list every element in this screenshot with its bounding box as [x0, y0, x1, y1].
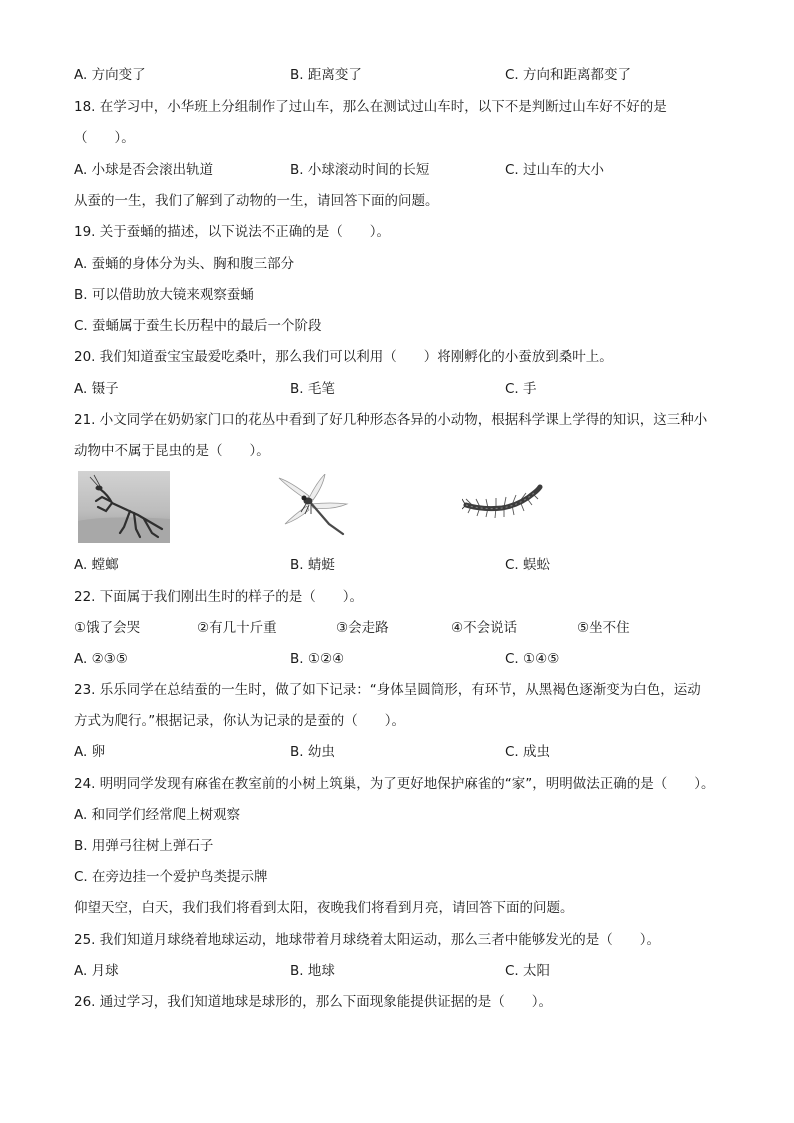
q21-option-b: B. 蜻蜓: [290, 557, 335, 573]
q22-option-b: B. ①②④: [290, 651, 345, 667]
q22-option-c: C. ①④⑤: [505, 651, 560, 667]
q18-option-c: C. 过山车的大小: [505, 162, 605, 178]
q20-option-b: B. 毛笔: [290, 381, 335, 397]
q24-option-b: B. 用弹弓往树上弹石子: [74, 838, 214, 854]
q18-stem-line2: （ ）。: [74, 130, 135, 146]
q25-option-b: B. 地球: [290, 963, 335, 979]
q24-option-c: C. 在旁边挂一个爱护鸟类提示牌: [74, 869, 268, 885]
q26-stem: 26. 通过学习，我们知道地球是球形的，那么下面现象能提供证据的是（ ）。: [74, 994, 553, 1010]
q22-item-1: ①饿了会哭: [74, 620, 141, 636]
dragonfly-photo: [277, 474, 349, 536]
centipede-photo: [462, 483, 544, 533]
q24-stem: 24. 明明同学发现有麻雀在教室前的小树上筑巢，为了更好地保护麻雀的“家”，明明做法正确的是（ ）。: [74, 776, 715, 792]
q20-option-a: A. 镊子: [74, 381, 119, 397]
section-sky-intro: 仰望天空，白天，我们我们将看到太阳，夜晚我们将看到月亮，请回答下面的问题。: [74, 900, 574, 916]
q22-item-5: ⑤坐不住: [577, 620, 630, 636]
q23-option-b: B. 幼虫: [290, 744, 335, 760]
q21-stem-line2: 动物中不属于昆虫的是（ ）。: [74, 443, 270, 459]
q25-stem: 25. 我们知道月球绕着地球运动，地球带着月球绕着太阳运动，那么三者中能够发光的是（ ）。: [74, 932, 661, 948]
q24-option-a: A. 和同学们经常爬上树观察: [74, 807, 241, 823]
q25-option-c: C. 太阳: [505, 963, 551, 979]
q23-option-c: C. 成虫: [505, 744, 551, 760]
q18-option-a: A. 小球是否会滚出轨道: [74, 162, 214, 178]
q19-option-a: A. 蚕蛹的身体分为头、胸和腹三部分: [74, 256, 295, 272]
q17-option-b: B. 距离变了: [290, 67, 362, 83]
q19-option-c: C. 蚕蛹属于蚕生长历程中的最后一个阶段: [74, 318, 322, 334]
q19-option-b: B. 可以借助放大镜来观察蚕蛹: [74, 287, 254, 303]
q17-option-a: A. 方向变了: [74, 67, 146, 83]
q18-option-b: B. 小球滚动时间的长短: [290, 162, 430, 178]
q17-option-c: C. 方向和距离都变了: [505, 67, 632, 83]
q23-option-a: A. 卵: [74, 744, 106, 760]
q21-stem-line1: 21. 小文同学在奶奶家门口的花丛中看到了好几种形态各异的小动物，根据科学课上学得的知识，这三种小: [74, 412, 708, 428]
q22-stem: 22. 下面属于我们刚出生时的样子的是（ ）。: [74, 589, 364, 605]
q22-item-3: ③会走路: [336, 620, 389, 636]
q20-stem: 20. 我们知道蚕宝宝最爱吃桑叶，那么我们可以利用（ ）将刚孵化的小蚕放到桑叶上。: [74, 349, 613, 365]
q22-option-a: A. ②③⑤: [74, 651, 128, 667]
section-silkworm-intro: 从蚕的一生，我们了解到了动物的一生，请回答下面的问题。: [74, 193, 439, 209]
q23-stem-line2: 方式为爬行。”根据记录，你认为记录的是蚕的（ ）。: [74, 713, 405, 729]
q18-stem-line1: 18. 在学习中，小华班上分组制作了过山车，那么在测试过山车时，以下不是判断过山车好不好的是: [74, 99, 667, 115]
q19-stem: 19. 关于蚕蛹的描述，以下说法不正确的是（ ）。: [74, 224, 391, 240]
q23-stem-line1: 23. 乐乐同学在总结蚕的一生时，做了如下记录：“身体呈圆筒形，有环节，从黑褐色逐渐变为白色，运动: [74, 682, 701, 698]
q21-option-c: C. 蜈蚣: [505, 557, 551, 573]
q25-option-a: A. 月球: [74, 963, 119, 979]
q22-item-4: ④不会说话: [451, 620, 518, 636]
q22-item-2: ②有几十斤重: [197, 620, 277, 636]
q20-option-c: C. 手: [505, 381, 537, 397]
q21-option-a: A. 螳螂: [74, 557, 119, 573]
mantis-photo: [78, 471, 170, 543]
